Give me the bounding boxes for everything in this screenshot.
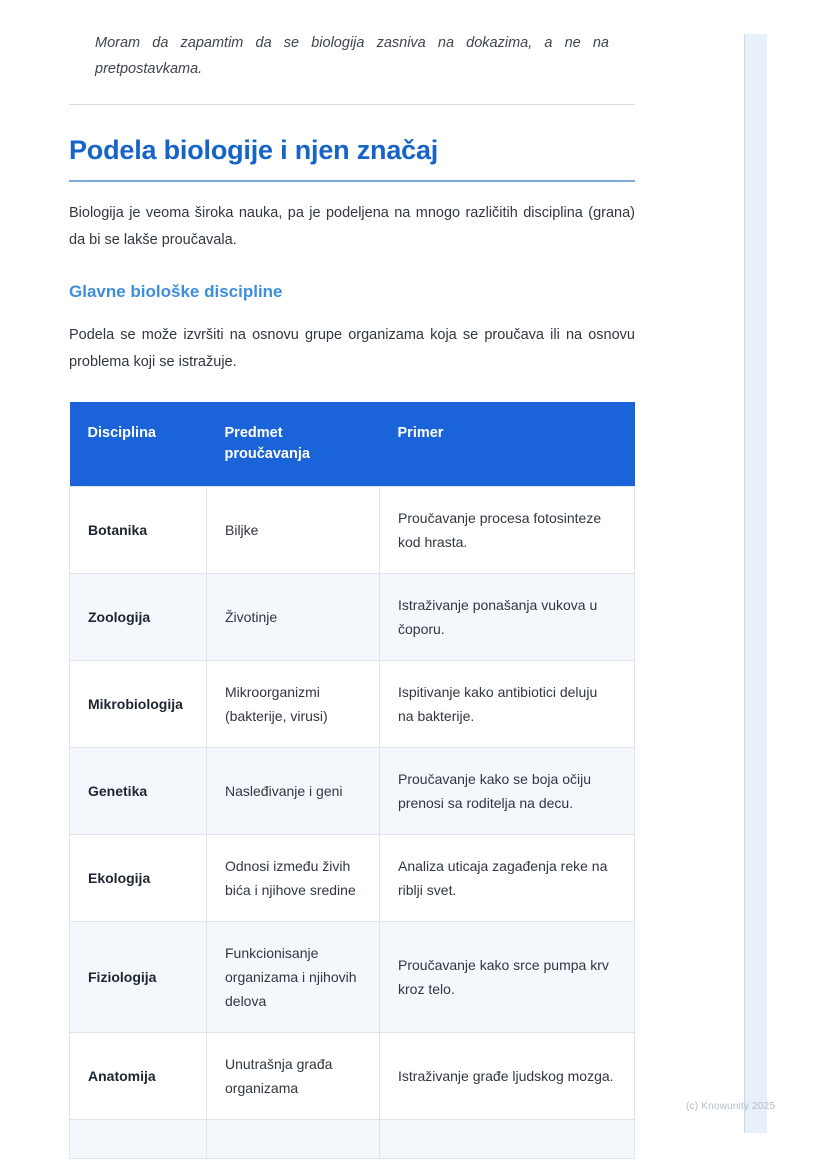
cell-example: Analiza uticaja zagađenja reke na riblji svet.: [380, 835, 635, 922]
cell-subject: [207, 1120, 380, 1159]
cell-discipline: Genetika: [70, 748, 207, 835]
cell-example: Proučavanje kako srce pumpa krv kroz telo.: [380, 922, 635, 1033]
table-row: [70, 748, 635, 835]
cell-example: [380, 1120, 635, 1159]
table-head: [70, 402, 635, 487]
table-row-partial: [70, 1120, 635, 1159]
table-row: [70, 661, 635, 748]
section-divider: [69, 104, 635, 105]
cell-discipline: Fiziologija: [70, 922, 207, 1033]
cell-example: Istraživanje ponašanja vukova u čoporu.: [380, 574, 635, 661]
cell-subject: Nasleđivanje i geni: [207, 748, 380, 835]
disciplines-table-wrapper: [69, 402, 634, 1159]
scroll-rail: [744, 0, 828, 1171]
table-body: [70, 487, 635, 1159]
cell-discipline: Zoologija: [70, 574, 207, 661]
cell-discipline: Ekologija: [70, 835, 207, 922]
section-subtitle: Glavne biološke discipline: [69, 282, 283, 301]
footer-credit: (c) Knowunity 2025: [686, 1101, 776, 1112]
cell-subject: Mikroorganizmi (bakterije, virusi): [207, 661, 380, 748]
table-row: [70, 487, 635, 574]
cell-subject: Unutrašnja građa organizama: [207, 1033, 380, 1120]
table-header-row: [70, 402, 635, 487]
rail-divider-line: [744, 34, 745, 1133]
cell-subject: Biljke: [207, 487, 380, 574]
disciplines-table: [69, 402, 635, 1159]
cell-subject: Odnosi između živih bića i njihove sredine: [207, 835, 380, 922]
cell-example: Istraživanje građe ljudskog mozga.: [380, 1033, 635, 1120]
cell-discipline: [70, 1120, 207, 1159]
cell-example: Proučavanje kako se boja očiju prenosi sa roditelja na decu.: [380, 748, 635, 835]
cell-discipline: Anatomija: [70, 1033, 207, 1120]
cell-example: Ispitivanje kako antibiotici deluju na bakterije.: [380, 661, 635, 748]
table-row: [70, 922, 635, 1033]
table-header-subject: Predmet proučavanja: [207, 402, 380, 487]
scrollbar-thumb[interactable]: [745, 34, 767, 1133]
table-row: [70, 1033, 635, 1120]
table-header-example: Primer: [380, 402, 635, 487]
intro-paragraph: Biologija je veoma široka nauka, pa je podeljena na mnogo različitih disciplina (grana) da bi se lakše proučavala.: [69, 205, 635, 248]
section-paragraph: Podela se može izvršiti na osnovu grupe organizama koja se proučava ili na osnovu problema koji se istražuje.: [69, 327, 635, 370]
cell-discipline: Mikrobiologija: [70, 661, 207, 748]
document-content: [69, 30, 635, 1159]
cell-subject: Životinje: [207, 574, 380, 661]
cell-example: Proučavanje procesa fotosinteze kod hrasta.: [380, 487, 635, 574]
page-title: Podela biologije i njen značaj: [69, 135, 439, 165]
cell-subject: Funkcionisanje organizama i njihovih delova: [207, 922, 380, 1033]
table-row: [70, 574, 635, 661]
table-row: [70, 835, 635, 922]
page-title-underline: [69, 180, 635, 182]
cell-discipline: Botanika: [70, 487, 207, 574]
table-header-discipline: Disciplina: [70, 402, 207, 487]
note-quote: Moram da zapamtim da se biologija zasniva na dokazima, a ne na pretpostavkama.: [95, 35, 609, 77]
